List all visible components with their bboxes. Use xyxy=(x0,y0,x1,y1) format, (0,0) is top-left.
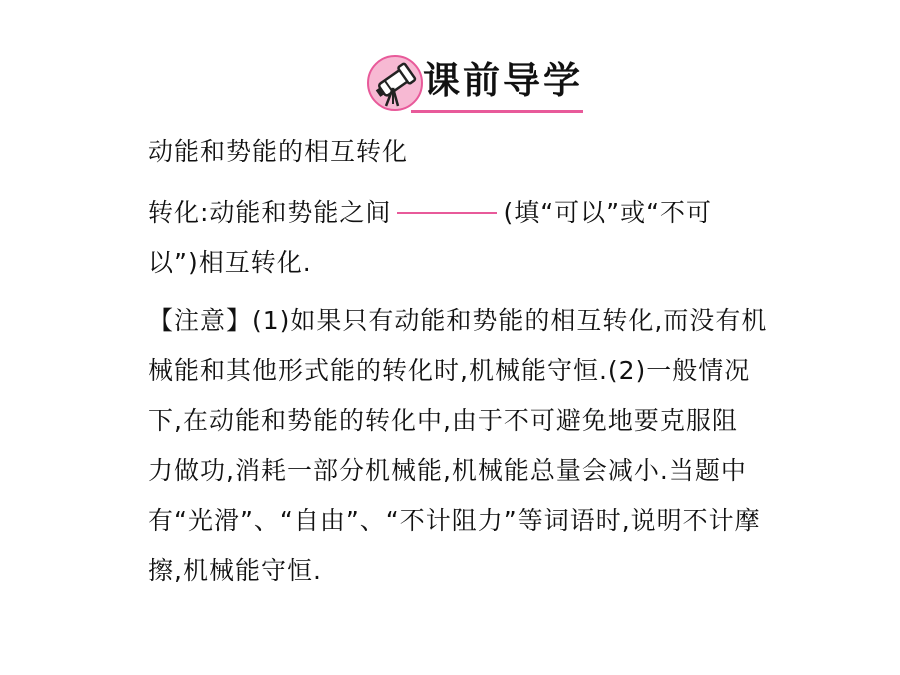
note-line: 擦,机械能守恒. xyxy=(148,556,322,585)
note-line: 械能和其他形式能的转化时,机械能守恒.(2)一般情况 xyxy=(148,356,751,385)
note-line: 【注意】(1)如果只有动能和势能的相互转化,而没有机 xyxy=(148,306,768,335)
note-line: 有“光滑”、“自由”、“不计阻力”等词语时,说明不计摩 xyxy=(148,506,761,535)
main-content xyxy=(148,127,768,596)
telescope-icon xyxy=(366,54,424,112)
note-line: 下,在动能和势能的转化中,由于不可避免地要克服阻 xyxy=(148,406,738,435)
conversion-line-2: 以”)相互转化. xyxy=(148,248,312,277)
note-line: 力做功,消耗一部分机械能,机械能总量会减小.当题中 xyxy=(148,456,747,485)
conversion-line-1 xyxy=(148,188,748,238)
conversion-text-after: (填“可以”或“不可 xyxy=(503,198,713,227)
title-underline xyxy=(411,110,583,113)
conversion-text-before: 转化:动能和势能之间 xyxy=(148,198,392,227)
page-title: 课前导学 xyxy=(423,59,583,102)
section-heading: 动能和势能的相互转化 xyxy=(148,137,409,166)
fill-in-blank xyxy=(397,212,497,214)
section-header xyxy=(363,52,585,116)
